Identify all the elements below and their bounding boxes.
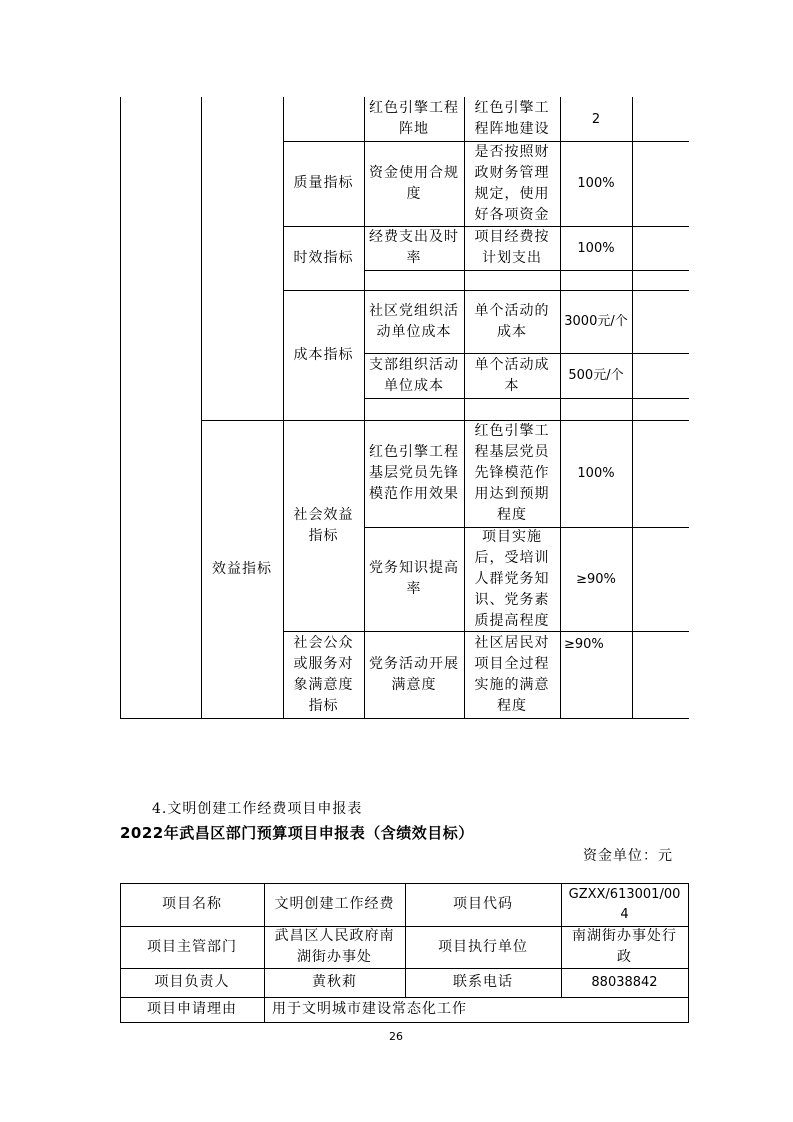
indicator-desc: 单个活动成本 xyxy=(474,356,550,394)
table-border xyxy=(632,97,633,719)
indicator-desc: 单个活动的成本 xyxy=(474,302,550,340)
indicator-desc: 项目经费按计划支出 xyxy=(474,229,550,266)
l2-indicator-benefit: 效益指标 xyxy=(212,560,272,577)
l3-indicator-timeliness: 时效指标 xyxy=(293,249,354,266)
exec-unit-label: 项目执行单位 xyxy=(438,938,528,955)
project-code-value: GZXX/613001/004 xyxy=(568,886,681,922)
table-border xyxy=(688,883,689,1023)
indicator-value: 100% xyxy=(577,240,615,256)
indicator-name: 红色引擎工程基层党员先锋模范作用效果 xyxy=(369,444,459,502)
indicator-value: 100% xyxy=(577,466,615,481)
indicator-desc: 项目实施后，受培训人群党务知识、党务素质提高程度 xyxy=(474,528,550,629)
fund-unit: 资金单位：元 xyxy=(583,848,673,864)
reason-label: 项目申请理由 xyxy=(147,1001,237,1017)
table-border xyxy=(120,97,121,719)
owner-label: 项目负责人 xyxy=(154,974,230,990)
project-code-label: 项目代码 xyxy=(453,896,513,912)
indicator-name: 资金使用合规度 xyxy=(369,164,459,202)
indicator-name: 党务知识提高率 xyxy=(369,560,459,597)
table-border xyxy=(120,1022,689,1023)
project-name-value: 文明创建工作经费 xyxy=(274,896,395,912)
l3-indicator-cost: 成本指标 xyxy=(293,346,354,363)
indicator-name: 党务活动开展满意度 xyxy=(369,655,459,693)
table-border xyxy=(364,270,689,271)
phone-value: 88038842 xyxy=(591,975,658,990)
exec-unit-value: 南湖街办事处行政 xyxy=(572,928,677,965)
table-border xyxy=(364,398,689,399)
dept-value: 武昌区人民政府南湖街办事处 xyxy=(274,928,395,965)
l3-indicator-quality: 质量指标 xyxy=(293,175,354,191)
project-name-label: 项目名称 xyxy=(162,896,222,912)
indicator-value: 3000元/个 xyxy=(564,314,628,329)
report-title: 2022年武昌区部门预算项目申报表（含绩效目标） xyxy=(120,824,474,842)
indicator-value: ≥90% xyxy=(576,571,616,587)
reason-value: 用于文明城市建设常态化工作 xyxy=(272,1001,467,1017)
indicator-name: 社区党组织活动单位成本 xyxy=(369,302,459,340)
indicator-name: 支部组织活动单位成本 xyxy=(369,356,459,394)
table-border xyxy=(120,718,689,719)
l3-indicator-social: 社会效益指标 xyxy=(293,506,354,544)
indicator-value: 500元/个 xyxy=(568,368,624,383)
indicator-desc: 红色引擎工程阵地建设 xyxy=(474,100,550,137)
phone-label: 联系电话 xyxy=(453,974,513,990)
indicator-name: 红色引擎工程阵地 xyxy=(369,100,459,137)
indicator-name: 经费支出及时率 xyxy=(369,229,459,266)
indicator-value: ≥90% xyxy=(564,637,604,652)
indicator-desc: 社区居民对项目全过程实施的满意程度 xyxy=(474,634,550,714)
owner-value: 黄秋莉 xyxy=(312,974,357,990)
indicator-value: 100% xyxy=(577,176,615,191)
section-heading: 4.文明创建工作经费项目申报表 xyxy=(152,801,363,817)
indicator-desc: 是否按照财政财务管理规定，使用好各项资金 xyxy=(474,143,550,223)
dept-label: 项目主管部门 xyxy=(147,938,237,955)
indicator-desc: 红色引擎工程基层党员先锋模范作用达到预期程度 xyxy=(474,423,550,523)
l3-indicator-satisfaction: 社会公众或服务对象满意度指标 xyxy=(293,634,354,714)
page-number: 26 xyxy=(389,1030,403,1043)
indicator-value: 2 xyxy=(591,111,601,127)
